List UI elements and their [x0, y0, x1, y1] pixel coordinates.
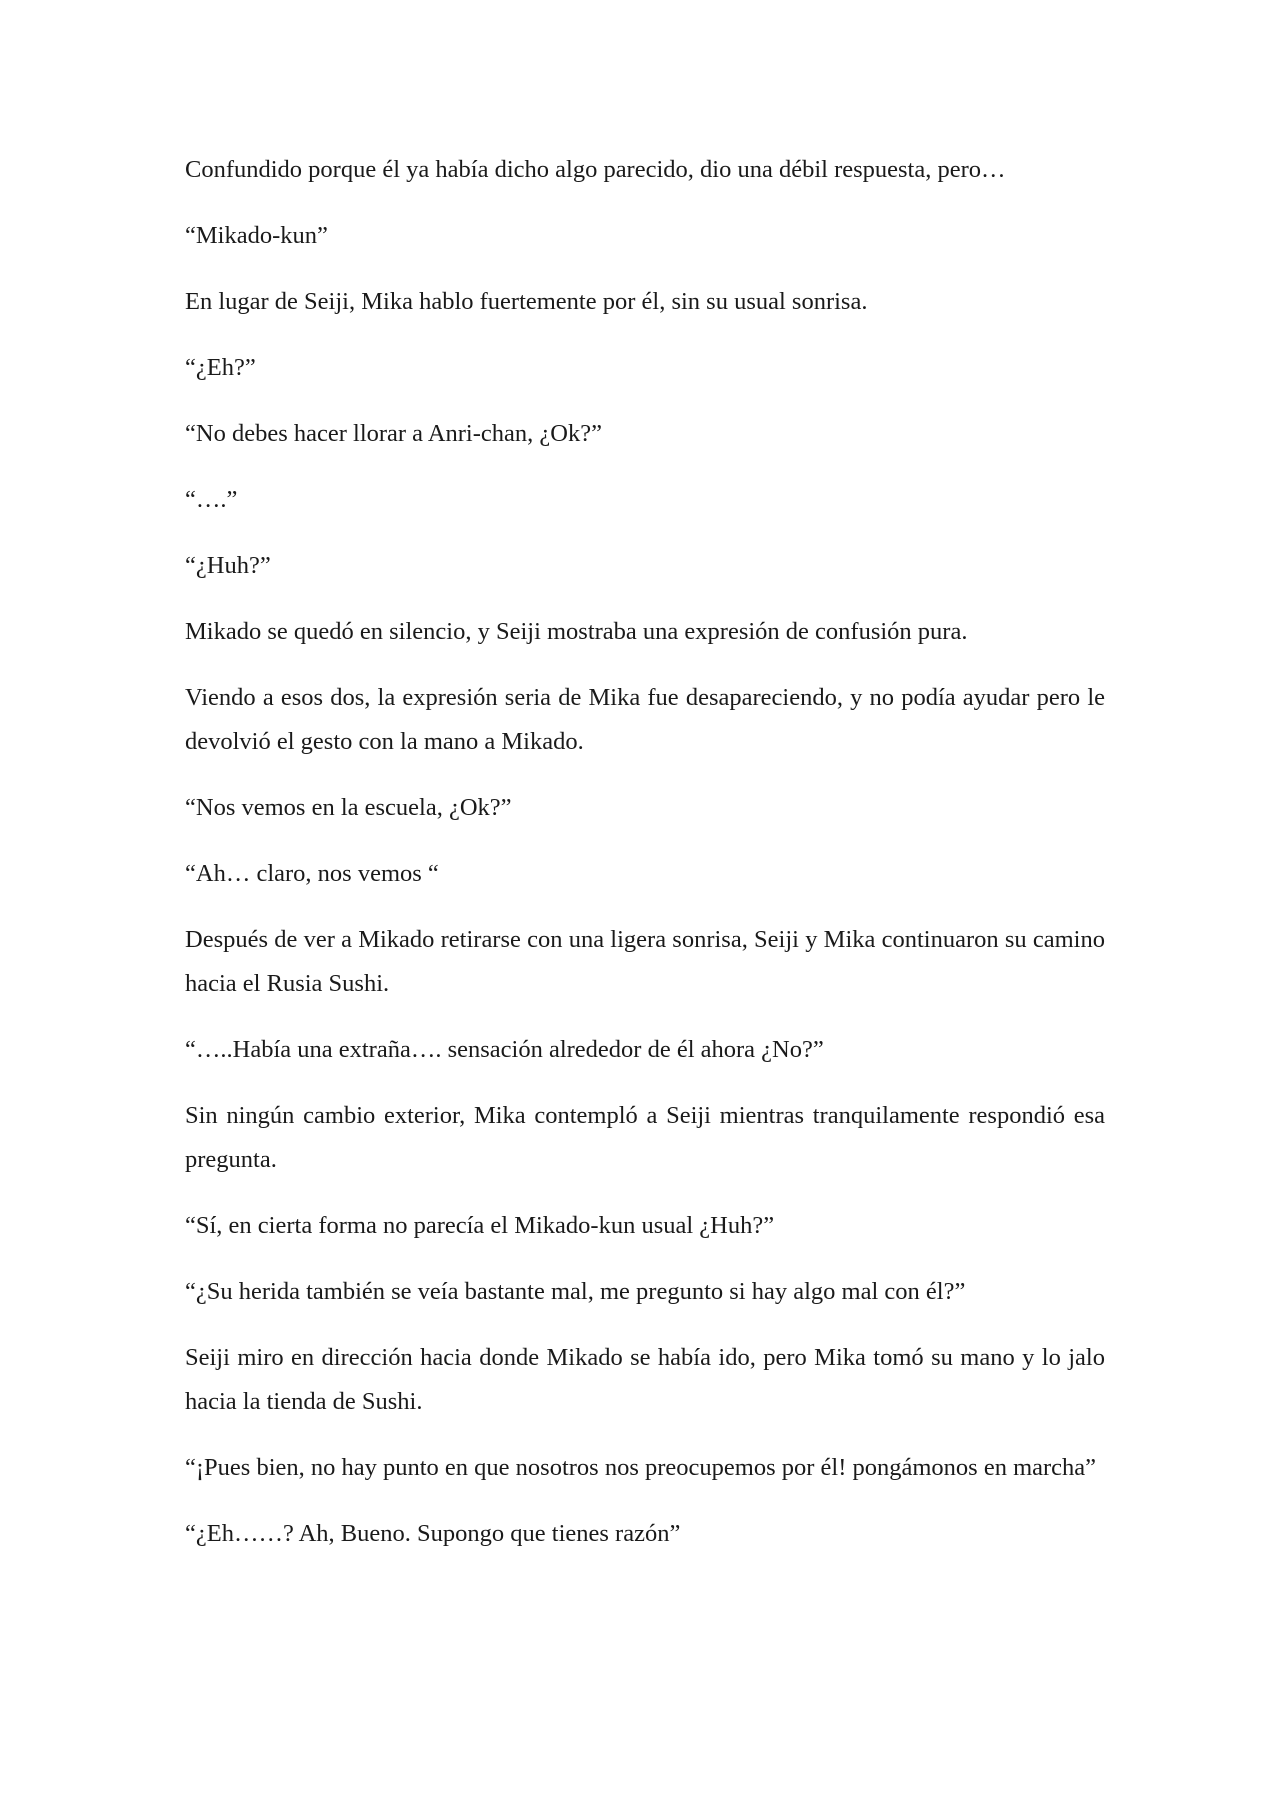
- paragraph-3: En lugar de Seiji, Mika hablo fuertemente por él, sin su usual sonrisa.: [185, 288, 868, 315]
- paragraph-6: “….”: [185, 486, 238, 513]
- paragraph-13: “…..Había una extraña…. sensación alrededor de él ahora ¿No?”: [185, 1036, 824, 1063]
- paragraph-4: “¿Eh?”: [185, 354, 256, 381]
- document-page: [185, 148, 1105, 1578]
- paragraph-7: “¿Huh?”: [185, 552, 271, 579]
- paragraph-19: “¿Eh……? Ah, Bueno. Supongo que tienes razón”: [185, 1520, 681, 1547]
- paragraph-5: “No debes hacer llorar a Anri-chan, ¿Ok?”: [185, 420, 602, 447]
- paragraph-11: “Ah… claro, nos vemos “: [185, 860, 439, 887]
- paragraph-12: Después de ver a Mikado retirarse con una ligera sonrisa, Seiji y Mika continuaron su camino hacia el Rusia Sushi.: [185, 926, 1105, 997]
- paragraph-1: Confundido porque él ya había dicho algo parecido, dio una débil respuesta, pero…: [185, 156, 1006, 183]
- paragraph-9: Viendo a esos dos, la expresión seria de Mika fue desapareciendo, y no podía ayudar pero le devolvió el gesto con la mano a Mikado.: [185, 684, 1105, 755]
- paragraph-8: Mikado se quedó en silencio, y Seiji mostraba una expresión de confusión pura.: [185, 618, 968, 645]
- paragraph-15: “Sí, en cierta forma no parecía el Mikado-kun usual ¿Huh?”: [185, 1212, 775, 1239]
- paragraph-14: Sin ningún cambio exterior, Mika contempló a Seiji mientras tranquilamente respondió esa pregunta.: [185, 1102, 1105, 1173]
- paragraph-10: “Nos vemos en la escuela, ¿Ok?”: [185, 794, 512, 821]
- paragraph-17: Seiji miro en dirección hacia donde Mikado se había ido, pero Mika tomó su mano y lo jalo hacia la tienda de Sushi.: [185, 1344, 1105, 1415]
- paragraph-18: “¡Pues bien, no hay punto en que nosotros nos preocupemos por él! pongámonos en marcha”: [185, 1454, 1097, 1481]
- paragraph-16: “¿Su herida también se veía bastante mal, me pregunto si hay algo mal con él?”: [185, 1278, 966, 1305]
- paragraph-2: “Mikado-kun”: [185, 222, 328, 249]
